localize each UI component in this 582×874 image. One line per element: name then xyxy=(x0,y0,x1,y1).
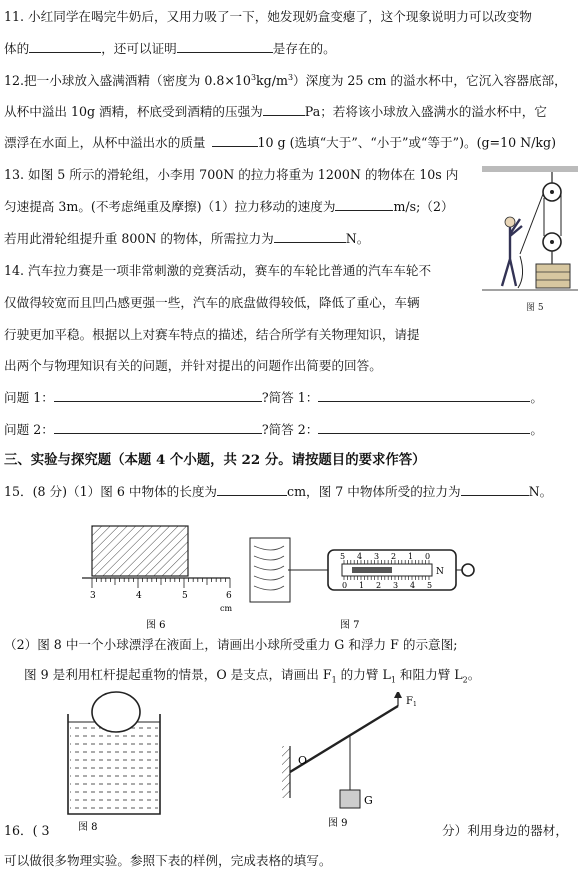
q13-line2 xyxy=(4,196,454,215)
q14-question-1-label: 问题 1： xyxy=(4,390,54,405)
q14-answer-1-blank[interactable] xyxy=(318,388,530,402)
q11-text-c: 是存在的。 xyxy=(272,41,336,56)
figure-6-block xyxy=(92,526,188,576)
q15-text-d: 图 9 是利用杠杆提起重物的情景，O 是支点，请画出 F xyxy=(24,667,332,682)
q12-text-c: ）深度为 25 cm 的溢水杯中，它沉入容器底部， xyxy=(293,73,567,88)
q15-blank-length[interactable] xyxy=(217,482,287,496)
figure-8-caption: 图 8 xyxy=(78,822,98,833)
q11-line2 xyxy=(4,38,336,57)
q13-text-a: 匀速提高 3m。(不考虑绳重及摩擦)（1）拉力移动的速度为 xyxy=(4,199,336,214)
figure-8-floating-ball xyxy=(58,684,168,836)
q11-blank-1[interactable] xyxy=(29,39,101,53)
q12-text-e: Pa；若将该小球放入盛满水的溢水杯中，它 xyxy=(304,104,547,119)
figure-6-caption: 图 6 xyxy=(146,620,166,631)
spring-scale-number: 1 xyxy=(359,581,365,590)
spring-scale-number: 3 xyxy=(393,581,399,590)
ruler-label-3: 3 xyxy=(90,591,96,601)
q12-line2 xyxy=(4,101,547,120)
q14-question-2-row xyxy=(4,419,543,438)
spring-scale-number: 0 xyxy=(342,581,348,590)
q16-line1-end: 分）利用身边的器材， xyxy=(442,823,568,838)
ruler-unit-label: cm xyxy=(220,604,233,613)
spring-scale-unit: N xyxy=(436,567,444,577)
q11-blank-2[interactable] xyxy=(177,39,273,53)
q14-question-2-blank[interactable] xyxy=(54,420,262,434)
q14-line2: 仅做得较宽而且凹凸感更强一些，汽车的底盘做得较低，降低了重心，车辆 xyxy=(4,295,420,310)
q14-line3: 行驶更加平稳。根据以上对赛车特点的描述，结合所学有关物理知识，请提 xyxy=(4,327,420,342)
q15-sub-1: 1 xyxy=(331,675,337,685)
q14-answer-2-label: ?简答 2： xyxy=(261,422,319,437)
section-3-heading: 三、实验与探究题（本题 4 个小题，共 22 分。请按题目的要求作答） xyxy=(4,452,426,468)
q14-question-1-row xyxy=(4,387,543,406)
q11-text-a: 体的 xyxy=(4,41,30,56)
spring-scale-number: 5 xyxy=(427,581,433,590)
q14-end-mark-2: 。 xyxy=(530,422,543,437)
q15-text-g: 。 xyxy=(467,667,481,682)
q11-line1: 11. 小红同学在喝完牛奶后，又用力吸了一下，她发现奶盒变瘪了，这个现象说明力可以改变物 xyxy=(4,9,532,24)
spring-scale-number: 4 xyxy=(410,581,416,590)
q13-line3 xyxy=(4,228,369,247)
q15-text-c: N。 xyxy=(528,484,553,499)
q12-line3 xyxy=(4,132,556,151)
q11-text-b: ，还可以证明 xyxy=(101,41,177,56)
q12-text-f: 漂浮在水面上，从杯中溢出水的质量 xyxy=(4,135,206,150)
q15-text-f: 和阻力臂 L xyxy=(395,667,463,682)
spring-scale-number: 2 xyxy=(376,581,382,590)
q12-sup-2: 3 xyxy=(287,72,294,82)
q12-line1 xyxy=(4,70,567,89)
ruler-label-5: 5 xyxy=(182,591,188,601)
q14-answer-1-label: ?简答 1： xyxy=(261,390,319,405)
q15-blank-force[interactable] xyxy=(461,482,529,496)
spring-scale-number: 1 xyxy=(408,552,414,561)
spring-scale-number: 4 xyxy=(357,552,363,561)
figure-8-ball xyxy=(92,692,140,732)
q13-text-c: 若用此滑轮组提升重 800N 的物体，所需拉力为 xyxy=(4,231,274,246)
q13-blank-force[interactable] xyxy=(274,229,346,243)
q16-line1-start: 16．( 3 xyxy=(4,823,50,838)
q15-text-e: 的力臂 L xyxy=(336,667,391,682)
figure-9-weight xyxy=(340,790,360,808)
spring-scale-number: 3 xyxy=(374,552,380,561)
q12-text-g: 10 g (选填“大于”、“小于”或“等于”)。(g=10 N/kg) xyxy=(257,135,557,150)
spring-scale-number: 2 xyxy=(391,552,397,561)
q13-line1: 13. 如图 5 所示的滑轮组，小李用 700N 的拉力将重为 1200N 的物体在 10s 内 xyxy=(4,167,459,182)
figure-5-caption: 图 5 xyxy=(526,303,544,313)
q12-text-b: kg/m xyxy=(256,73,288,88)
q14-question-2-label: 问题 2： xyxy=(4,422,54,437)
figure-7-caption: 图 7 xyxy=(340,620,360,631)
q14-end-mark-1: 。 xyxy=(530,390,543,405)
q14-answer-2-blank[interactable] xyxy=(318,420,530,434)
figure-9-lever xyxy=(278,692,428,840)
q14-question-1-blank[interactable] xyxy=(54,388,262,402)
q15-sub-2: 1 xyxy=(390,675,396,685)
force-label-sub: 1 xyxy=(413,701,417,708)
q12-sup-1: 3 xyxy=(250,72,257,82)
q15-line2: （2）图 8 中一个小球漂浮在液面上，请画出小球所受重力 G 和浮力 F 的示意图; xyxy=(4,637,458,652)
ruler-label-6: 6 xyxy=(226,591,232,601)
q13-blank-speed[interactable] xyxy=(335,197,393,211)
fulcrum-label-O: O xyxy=(298,754,308,767)
q14-line1: 14. 汽车拉力赛是一项非常刺激的竞赛活动，赛车的车轮比普通的汽车车轮不 xyxy=(4,263,432,278)
q12-text-a: 12.把一小球放入盛满酒精（密度为 0.8×10 xyxy=(4,73,251,88)
figure-6-ruler xyxy=(80,522,240,632)
q13-text-d: N。 xyxy=(345,231,370,246)
q14-line4: 出两个与物理知识有关的问题，并针对提出的问题作出简要的回答。 xyxy=(4,358,382,373)
spring-scale-number: 5 xyxy=(340,552,346,561)
figure-6-ruler-ticks xyxy=(92,578,230,588)
figure-7-spring-scale xyxy=(248,536,476,632)
q15-text-b: cm，图 7 中物体所受的拉力为 xyxy=(287,484,461,499)
q12-blank-pressure[interactable] xyxy=(263,102,305,116)
q15-line3 xyxy=(24,664,480,685)
q12-text-d: 从杯中溢出 10g 酒精，杯底受到酒精的压强为 xyxy=(4,104,263,119)
q15-line1 xyxy=(4,481,552,500)
spring-scale-number: 0 xyxy=(425,552,431,561)
q15-sub-3: 2 xyxy=(462,675,468,685)
force-label-F: F xyxy=(406,696,413,707)
q12-blank-mass[interactable] xyxy=(212,133,258,147)
weight-label-G: G xyxy=(364,794,373,807)
q13-text-b: m/s;（2） xyxy=(393,199,454,214)
figure-9-caption: 图 9 xyxy=(328,818,348,829)
figure-5-pulley-illustration xyxy=(480,164,580,314)
ruler-label-4: 4 xyxy=(136,591,142,601)
q16-line2: 可以做很多物理实验。参照下表的样例，完成表格的填写。 xyxy=(4,853,332,868)
q15-text-a: 15．(8 分)（1）图 6 中物体的长度为 xyxy=(4,484,218,499)
